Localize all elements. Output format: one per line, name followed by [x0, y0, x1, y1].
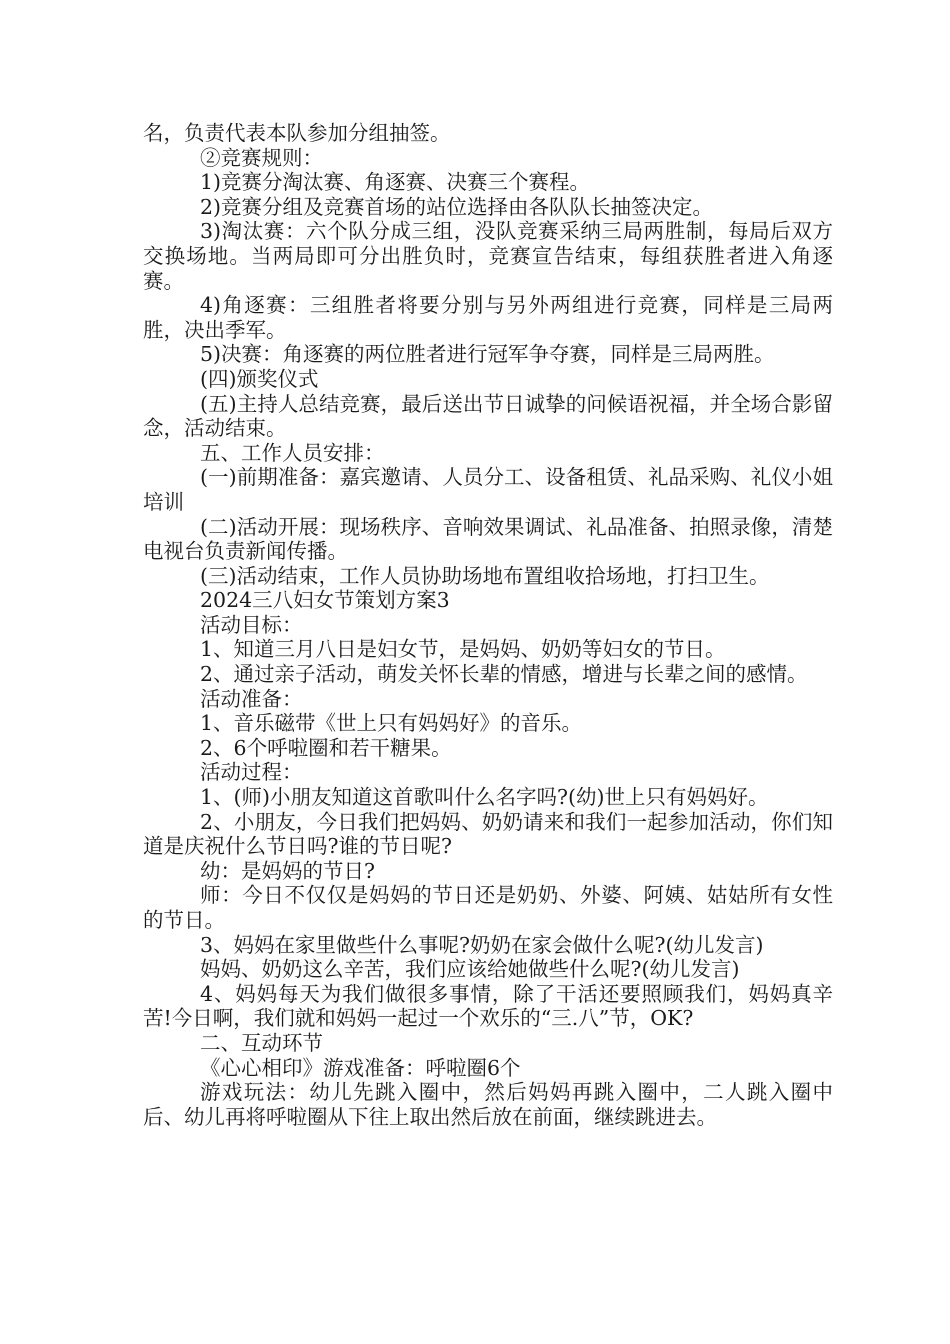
paragraph: 五、工作人员安排：	[200, 440, 385, 465]
paragraph: 二、互动环节	[200, 1030, 323, 1055]
paragraph: 1)竞赛分淘汰赛、角逐赛、决赛三个赛程。	[200, 170, 591, 195]
paragraph: 幼：是妈妈的节日?	[200, 858, 375, 883]
document-body	[143, 121, 833, 1129]
paragraph: 名，负责代表本队参加分组抽签。	[143, 121, 451, 145]
paragraph: 活动目标：	[200, 612, 303, 637]
paragraph: 游戏玩法：幼儿先跳入圈中，然后妈妈再跳入圈中，二人跳入圈中后、幼儿再将呼啦圈从下往上取出然后放在前面，继续跳进去。	[143, 1080, 833, 1129]
paragraph: 2024三八妇女节策划方案3	[200, 588, 450, 613]
paragraph: 活动准备：	[200, 686, 303, 711]
paragraph: 4、妈妈每天为我们做很多事情，除了干活还要照顾我们，妈妈真辛苦!今日啊，我们就和妈妈一起过一个欢乐的“三.八”节，OK?	[143, 981, 833, 1031]
paragraph: 1、(师)小朋友知道这首歌叫什么名字吗?(幼)世上只有妈妈好。	[200, 785, 769, 810]
paragraph: (三)活动结束，工作人员协助场地布置组收拾场地，打扫卫生。	[200, 563, 770, 588]
paragraph: 1、音乐磁带《世上只有妈妈好》的音乐。	[200, 711, 583, 736]
paragraph: 妈妈、奶奶这么辛苦，我们应该给她做些什么呢?(幼儿发言)	[200, 957, 740, 982]
paragraph: 3、妈妈在家里做些什么事呢?奶奶在家会做什么呢?(幼儿发言)	[200, 932, 764, 957]
paragraph: 2)竞赛分组及竞赛首场的站位选择由各队队长抽签决定。	[200, 194, 714, 219]
paragraph: 师：今日不仅仅是妈妈的节日还是奶奶、外婆、阿姨、姑姑所有女性的节日。	[143, 883, 833, 932]
paragraph: 活动过程：	[200, 760, 303, 785]
paragraph: 4)角逐赛：三组胜者将要分别与另外两组进行竞赛，同样是三局两胜，决出季军。	[143, 293, 833, 342]
paragraph: 1、知道三月八日是妇女节，是妈妈、奶奶等妇女的节日。	[200, 637, 726, 662]
paragraph: 5)决赛：角逐赛的两位胜者进行冠军争夺赛，同样是三局两胜。	[200, 342, 775, 367]
paragraph: 3)淘汰赛：六个队分成三组，没队竞赛采纳三局两胜制，每局后双方交换场地。当两局即可分出胜负时，竞赛宣告结束，每组获胜者进入角逐赛。	[143, 219, 833, 293]
paragraph: (五)主持人总结竞赛，最后送出节日诚挚的问候语祝福，并全场合影留念，活动结束。	[143, 391, 833, 441]
paragraph: 《心心相印》游戏准备：呼啦圈6个	[200, 1055, 521, 1080]
paragraph: 2、通过亲子活动，萌发关怀长辈的情感，增进与长辈之间的感情。	[200, 662, 808, 687]
paragraph: ②竞赛规则：	[200, 145, 323, 170]
paragraph: (一)前期准备：嘉宾邀请、人员分工、设备租赁、礼品采购、礼仪小姐培训	[143, 465, 833, 514]
paragraph: 2、小朋友，今日我们把妈妈、奶奶请来和我们一起参加活动，你们知道是庆祝什么节日吗?谁的节日呢?	[143, 809, 833, 859]
paragraph: (二)活动开展：现场秩序、音响效果调试、礼品准备、拍照录像，清楚电视台负责新闻传播。	[143, 514, 833, 564]
paragraph: (四)颁奖仪式	[200, 366, 319, 391]
paragraph: 2、6个呼啦圈和若干糖果。	[200, 735, 452, 760]
